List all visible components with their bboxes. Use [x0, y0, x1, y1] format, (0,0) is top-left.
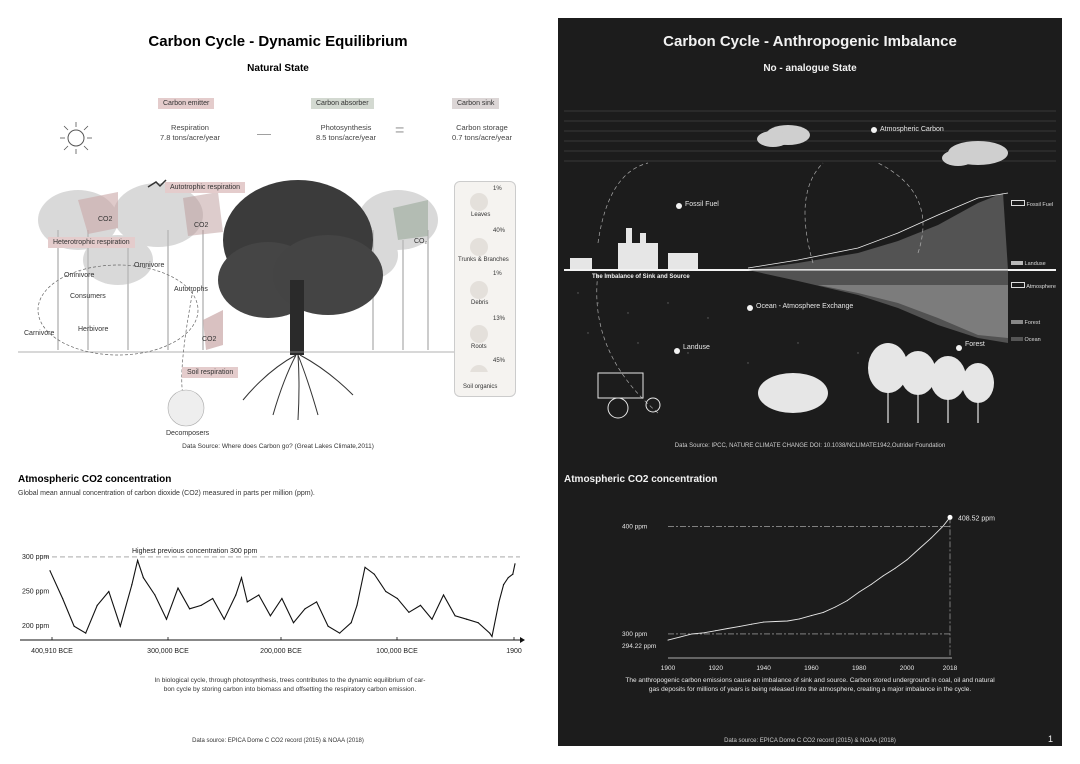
co2-label-a: CO2: [98, 216, 113, 223]
right-source: Data source: EPICA Dome C CO2 record (2015) & NOAA (2018): [724, 738, 896, 744]
sink-label-debris: Debris: [471, 300, 489, 306]
co2-data-point: [166, 619, 167, 620]
co2-data-point: [420, 605, 421, 606]
co2-data-point: [835, 607, 836, 608]
co2-data-point: [339, 632, 340, 633]
sink-icons: [467, 192, 491, 372]
left-title: Carbon Cycle - Dynamic Equilibrium: [148, 33, 408, 50]
co2-data-point: [201, 605, 202, 606]
x-tick-label: 100,000 BCE: [376, 648, 418, 655]
y-tick-label: 400 ppm: [622, 523, 648, 531]
co2-data-point: [691, 633, 692, 634]
co2-data-point: [270, 615, 271, 616]
carbon-sink-tag: Carbon sink: [452, 98, 499, 109]
co2-data-point: [503, 584, 504, 585]
legend-ocean: Ocean: [1011, 337, 1041, 343]
co2-data-point: [751, 624, 752, 625]
co2-data-point: [703, 632, 704, 633]
latest-value-marker: [948, 515, 953, 520]
co2-data-point: [715, 630, 716, 631]
co2-data-point: [859, 592, 860, 593]
co2-data-point: [374, 574, 375, 575]
sink-pct-debris: 1%: [493, 271, 502, 277]
herbivore-label: Herbivore: [78, 326, 109, 333]
autotrophs-label: Autotrophs: [174, 286, 208, 293]
co2-data-point: [397, 598, 398, 599]
co2-data-point: [49, 570, 50, 571]
co2-data-point: [668, 640, 669, 641]
storage-value: 0.7 tons/acre/year: [451, 133, 513, 142]
omnivore-label-b: Omnivore: [134, 262, 165, 269]
co2-data-point: [212, 598, 213, 599]
co2-data-point: [823, 612, 824, 613]
co2-data-point: [85, 632, 86, 633]
co2-data-point: [143, 577, 144, 578]
x-tick-label: 1920: [708, 665, 724, 672]
imbalance-illustration: [558, 103, 1062, 443]
x-tick-label: 2018: [942, 665, 958, 672]
decomposers-label: Decomposers: [166, 430, 210, 437]
co2-data-point: [454, 615, 455, 616]
storage-label: Carbon storage: [456, 123, 508, 132]
atmospheric-carbon-label: Atmospheric Carbon: [880, 126, 944, 133]
y-tick-label: 294.22 ppm: [622, 643, 657, 651]
legend-fossil-fuel: Fossil Fuel: [1011, 200, 1053, 208]
co2-data-point: [189, 608, 190, 609]
landuse-label: Landuse: [683, 344, 710, 351]
co2-data-point: [177, 587, 178, 588]
co2-data-point: [131, 584, 132, 585]
x-tick-label: 300,000 BCE: [147, 648, 189, 655]
co2-data-point: [328, 626, 329, 627]
co2-data-point: [443, 594, 444, 595]
co2-data-point: [918, 549, 919, 550]
right-co2-chart: [558, 480, 1062, 680]
forest-illustration: [18, 170, 458, 440]
legend-atmosphere: Atmosphere: [1011, 282, 1056, 290]
sink-label-soil: Soil organics: [463, 384, 498, 390]
co2-data-point: [466, 619, 467, 620]
x-tick-label: 1900: [506, 648, 522, 655]
forest-label: Forest: [965, 341, 985, 348]
co2-label-b: CO2: [194, 222, 209, 229]
x-tick-label: 200,000 BCE: [260, 648, 302, 655]
sink-label-roots: Roots: [471, 344, 487, 350]
co2-data-point: [942, 526, 943, 527]
co2-data-point: [739, 626, 740, 627]
right-diagram-source: Data Source: IPCC, NATURE CLIMATE CHANGE DOI: 10.1038/NCLIMATE1942,Outrider Foundation: [674, 443, 946, 449]
latest-value-label: 408.52 ppm: [958, 515, 995, 523]
co2-data-point: [930, 538, 931, 539]
co2-series-line: [668, 517, 950, 640]
left-co2-description: Global mean annual concentration of carbon dioxide (CO2) measured in parts per million (ppm).: [18, 490, 315, 497]
carbon-sink-box: [454, 181, 516, 397]
co2-data-point: [304, 608, 305, 609]
co2-data-point: [811, 615, 812, 616]
autotrophic-respiration-label: Autotrophic respiration: [165, 182, 245, 193]
highest-concentration-label: Highest previous concentration 300 ppm: [132, 547, 258, 555]
co2-data-point: [364, 567, 365, 568]
photosynthesis-value: 8.5 tons/acre/year: [315, 133, 377, 142]
left-co2-chart: [0, 535, 556, 665]
y-tick-label: 300 ppm: [622, 630, 648, 638]
co2-data-point: [247, 601, 248, 602]
left-co2-heading: Atmospheric CO2 concentration: [18, 474, 172, 485]
co2-data-point: [508, 577, 509, 578]
x-tick-label: 400,910 BCE: [31, 648, 73, 655]
co2-label-c: CO₂: [414, 238, 428, 245]
legend-forest: Forest: [1011, 320, 1040, 326]
x-axis-arrow: [520, 637, 525, 643]
co2-data-point: [258, 594, 259, 595]
co2-data-point: [293, 622, 294, 623]
co2-data-point: [491, 636, 492, 637]
page-number: 1: [1048, 734, 1054, 744]
right-caption: The anthropogenic carbon emissions cause an imbalance of sink and source. Carbon stored underground in coal, oil and natural gas deposits for millions of years is being released into the atmosphere, creating a major imbalance in the cycle.: [625, 677, 995, 693]
photosynthesis-formula: [296, 123, 396, 143]
co2-data-point: [281, 598, 282, 599]
left-diagram-source: Data Source: Where does Carbon go? (Great Lakes Climate,2011): [182, 443, 374, 450]
co2-label-d: CO2: [202, 336, 217, 343]
left-subtitle: Natural State: [247, 63, 309, 74]
co2-data-point: [514, 563, 515, 564]
co2-data-point: [120, 626, 121, 627]
heterotrophic-respiration-label: Heterotrophic respiration: [48, 237, 135, 248]
left-caption: In biological cycle, through photosynthesis, trees contributes to the dynamic equilibrium of car- bon cycle by storing carbon into biomass and offsetting the respiratory carbon emission.: [154, 677, 426, 693]
imbalance-label: The Imbalance of Sink and Source: [592, 274, 690, 280]
x-tick-label: 1980: [851, 665, 867, 672]
right-title: Carbon Cycle - Anthropogenic Imbalance: [663, 33, 957, 50]
y-tick-label: 300 ppm: [22, 553, 50, 561]
co2-data-point: [235, 594, 236, 595]
soil-respiration-label: Soil respiration: [182, 367, 238, 378]
photosynthesis-label: Photosynthesis: [320, 123, 372, 132]
co2-data-point: [799, 618, 800, 619]
respiration-label: Respiration: [171, 123, 209, 132]
storage-formula: [432, 123, 532, 143]
co2-data-point: [478, 622, 479, 623]
fossil-fuel-label: Fossil Fuel: [685, 201, 719, 208]
x-tick-label: 1940: [756, 665, 771, 672]
co2-data-point: [906, 559, 907, 560]
co2-data-point: [871, 584, 872, 585]
co2-data-point: [154, 594, 155, 595]
equals-sign: =: [395, 122, 405, 139]
co2-data-point: [97, 605, 98, 606]
co2-data-point: [489, 632, 490, 633]
sink-pct-roots: 13%: [493, 316, 506, 322]
sun-icon: [56, 120, 96, 156]
right-subtitle: No - analogue State: [763, 63, 857, 74]
y-tick-label: 250 ppm: [22, 588, 50, 596]
co2-data-point: [787, 621, 788, 622]
consumers-label: Consumers: [70, 293, 106, 300]
sink-pct-soil: 45%: [493, 358, 506, 364]
co2-data-point: [512, 574, 513, 575]
co2-data-point: [763, 622, 764, 623]
co2-data-point: [883, 575, 884, 576]
carnivore-label: Carnivore: [24, 330, 55, 337]
co2-data-point: [727, 628, 728, 629]
minus-sign: —: [257, 125, 271, 141]
left-source: Data source: EPICA Dome C CO2 record (2015) & NOAA (2018): [192, 738, 364, 744]
x-tick-label: 1900: [660, 665, 676, 672]
co2-data-point: [62, 598, 63, 599]
co2-data-point: [137, 560, 138, 561]
carbon-emitter-tag: Carbon emitter: [158, 98, 214, 109]
respiration-value: 7.8 tons/acre/year: [159, 133, 221, 142]
co2-data-point: [316, 601, 317, 602]
sink-label-leaves: Leaves: [471, 212, 491, 218]
x-tick-label: 1960: [804, 665, 819, 672]
co2-data-point: [241, 577, 242, 578]
co2-data-point: [108, 591, 109, 592]
co2-data-point: [356, 605, 357, 606]
legend-landuse: Landuse: [1011, 261, 1046, 267]
omnivore-label-a: Omnivore: [64, 272, 95, 279]
co2-data-point: [679, 637, 680, 638]
co2-data-point: [385, 591, 386, 592]
co2-data-point: [775, 621, 776, 622]
co2-data-point: [847, 600, 848, 601]
co2-data-point: [74, 626, 75, 627]
sink-pct-leaves: 1%: [493, 186, 502, 192]
co2-data-point: [224, 619, 225, 620]
ocean-exchange-label: Ocean - Atmosphere Exchange: [756, 303, 854, 310]
respiration-formula: [140, 123, 240, 143]
x-tick-label: 2000: [899, 665, 915, 672]
sink-pct-trunks: 40%: [493, 228, 506, 234]
right-panel: [558, 18, 1062, 746]
right-co2-heading: Atmospheric CO2 concentration: [564, 474, 718, 485]
carbon-absorber-tag: Carbon absorber: [311, 98, 374, 109]
co2-data-point: [351, 622, 352, 623]
co2-data-point: [431, 619, 432, 620]
co2-data-point: [408, 612, 409, 613]
y-tick-label: 200 ppm: [22, 623, 50, 631]
sink-label-trunks: Trunks & Branches: [458, 257, 509, 263]
co2-data-point: [498, 601, 499, 602]
co2-data-point: [895, 568, 896, 569]
